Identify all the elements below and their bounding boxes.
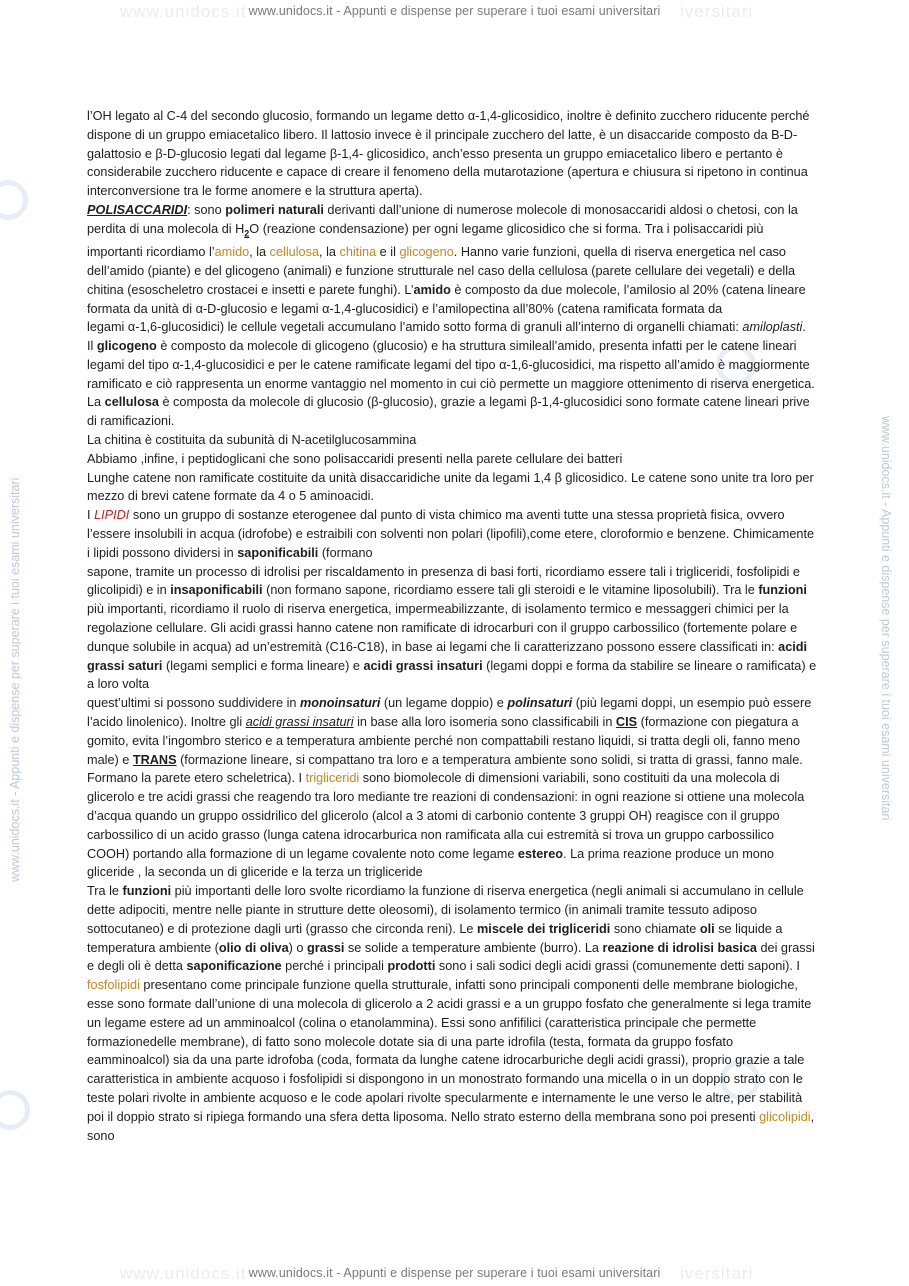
text-run: 2 (244, 228, 250, 239)
text-run: presentano come principale funzione quella strutturale, infatti sono principali componenti delle membrane biologiche, esse sono formate dall’unione di una molecola di glicerolo a 2 acidi grassi e a un gruppo fosfato che generalmente si lega tramite un legame estere ad un amminoalcol (colina o etanolammina). Essi sono anfifilici (caratteristica principale che permette formazionedelle membrane), di fatto sono molecole dotate sia di una parte idrofila (testa, formata da gruppo fosfato eamminoalcol) sia da una parte idrofoba (coda, formata da lunghe catene idrocarburiche degli acidi grassi), proprio grazie a tale caratteristica in ambiente acquoso i fosfolipidi si dispongono in un monostrato formando una micella o in un doppio strato con le teste polari rivolte in ambiente acquoso e le code apolari rivolte specularmente e internamente le une verso le altre, per stabilità poi il doppio strato si ripiega formando una sfera detta liposoma. Nello strato esterno della membrana sono poi presenti (87, 978, 812, 1124)
text-run: monoinsaturi (299, 696, 381, 711)
text-run: , sono (87, 1109, 815, 1143)
text-run: dei grassi e degli oli è detta (87, 940, 815, 974)
text-run: estereo (517, 846, 564, 861)
text-run: olio di oliva (218, 940, 289, 955)
text-run: saponificazione (186, 959, 282, 974)
text-run: glicolipidi (759, 1109, 811, 1124)
text-run: (legami semplici e forma lineare) e (162, 658, 364, 673)
header-ghost-watermark-right: iversitari (680, 2, 754, 21)
text-run: . Hanno varie funzioni, quella di riserva energetica nel caso dell’amido (piante) e del glicogeno (animali) e funzione strutturale nel caso della cellulosa (parete cellulare dei vegetali) e della chitina (esoscheletro crostacei e insetti e parete funghi). L’ (87, 245, 796, 297)
text-run: più importanti delle loro svolte ricordiamo la funzione di riserva energetica (negli animali si accumulano in cellule dette adipociti, mentre nelle piante in strutture dette oleosomi), di isolamento termico (in animali tramite tessuto adiposo sottocutaneo) e di protezione dagli urti (grasso che circonda reni). Le (87, 884, 804, 936)
text-run: fosfolipidi (87, 978, 140, 993)
watermark-logo-icon (0, 180, 28, 220)
text-run: acidi grassi saturi (87, 639, 808, 673)
text-run: sono i sali sodici degli acidi grassi (comunemente detti saponi). I (435, 959, 800, 974)
paragraph (87, 450, 817, 469)
document-body (87, 107, 817, 1145)
text-run: (più legami doppi, un esempio può essere l’acido linolenico). Inoltre gli (87, 696, 812, 730)
paragraph (87, 337, 817, 431)
text-run: derivanti dall’unione di numerose molecole di monosaccaridi aldosi o chetosi, con la perdita di una molecola di H (87, 202, 798, 236)
text-run: CIS (615, 715, 638, 730)
text-run: , la (249, 245, 270, 260)
text-run: quest’ultimi si possono suddividere in (87, 696, 300, 711)
text-run: polinsaturi (507, 696, 573, 711)
text-run: è composto da molecole di glicogeno (glucosio) e ha struttura simileall’amido, presenta infatti per le catene lineari legami del tipo α-1,4-glucosidici e per le catene ramificate legami del tipo α-1,6-glucosidici, ma rispetto all’amido è maggiormente ramificato e ciò rappresenta un enorme vantaggio nel momento in cui ciò permette un maggiore ottenimento di riserva energetica. La (87, 339, 815, 410)
paragraph (87, 882, 817, 1145)
text-run: cellulosa (269, 245, 320, 260)
text-run: (formano (318, 545, 373, 560)
text-run: acidi grassi insaturi (245, 715, 354, 730)
text-run: La chitina è costituita da subunità di N-acetilglucosammina (87, 433, 417, 448)
paragraph (87, 563, 817, 695)
text-run: sono biomolecole di dimensioni variabili, sono costituiti da una molecola di glicerolo e tre acidi grassi che reagendo tra loro mediante tre reazioni di condensazioni: in ogni reazione si ottiene una molecola d’acqua quando un gruppo ossidrilico del glicerolo (alcol a 3 atomi di carbonio contente 3 gruppi OH) reagisce con il gruppo carbossilico di un acido grasso (lunga catena idrocarburica non ramificata alla cui estremità si trova un gruppo carbossilico COOH) portando alla formazione di un legame covalente noto come legame (87, 771, 805, 861)
text-run: polimeri naturali (225, 202, 324, 217)
text-run: se solide a temperature ambiente (burro). La (344, 940, 603, 955)
text-run: Abbiamo ,infine, i peptidoglicani che sono polisaccaridi presenti nella parete cellulare dei batteri (87, 451, 623, 466)
text-run: glicogeno (96, 339, 157, 354)
text-run: LIPIDI (94, 508, 130, 523)
text-run: l’OH legato al C-4 del secondo glucosio, formando un legame detto α-1,4-glicosidico, inoltre è definito zucchero riducente perché dispone di un gruppo emiacetalico libero. Il lattosio invece è il principale zucchero del latte, è un disaccaride composto da B-D-galattosio e β-D-glucosio legati dal legame β-1,4- glicosidico, anch’esso presenta un gruppo emiacetalico libero e pertanto è considerabile zucchero riducente e capace di creare il fenomeno della mutarotazione (apertura e chiusura si ripetono in continua interconversione tra le forme anomere e la struttura aperta). (87, 109, 810, 199)
text-run: (un legame doppio) e (380, 696, 508, 711)
text-run: : sono (187, 202, 226, 217)
text-run: amido (413, 282, 451, 297)
text-run: Lunghe catene non ramificate costituite da unità disaccaridiche unite da legami 1,4 β glicosidico. Le catene sono unite tra loro per mezzo di brevi catene formate da 4 o 5 aminoacidi. (87, 470, 814, 504)
text-run: oli (699, 921, 715, 936)
text-run: saponificabili (237, 545, 319, 560)
text-run: Il (87, 339, 97, 354)
text-run: sapone, tramite un processo di idrolisi per riscaldamento in presenza di basi forti, ricordiamo essere tali i trigliceridi, fosfolipidi e glicolipidi) e in (87, 564, 800, 598)
text-run: (formazione con piegatura a gomito, evita l’ingombro sterico e a temperatura ambiente perché non compattabili restano liquidi, si tratta degli oli, fanno meno male) e (87, 715, 801, 767)
page-header: www.unidocs.it - Appunti e dispense per superare i tuoi esami universitari (248, 4, 661, 18)
text-run: ) o (288, 940, 308, 955)
right-side-watermark: www.unidocs.it - Appunti e dispense per superare i tuoi esami universitari (879, 416, 893, 821)
text-run: TRANS (132, 752, 177, 767)
paragraph (87, 431, 817, 450)
text-run: , la (319, 245, 340, 260)
text-run: sono chiamate (610, 921, 700, 936)
text-run: amiloplasti (742, 320, 803, 335)
text-run: legami α-1,6-glucosidici) le cellule vegetali accumulano l’amido sotto forma di granuli all’interno di organelli chiamati: (87, 320, 743, 335)
text-run: acidi grassi insaturi (363, 658, 483, 673)
text-run: cellulosa (104, 395, 159, 410)
footer-ghost-watermark: www.unidocs.it (120, 1264, 247, 1283)
text-run: amido (214, 245, 250, 260)
paragraph (87, 506, 817, 562)
paragraph (87, 318, 817, 337)
text-run: se liquide a temperatura ambiente ( (87, 921, 783, 955)
text-run: grassi (307, 940, 345, 955)
header-ghost-watermark: www.unidocs.it (120, 2, 247, 21)
text-run: in base alla loro isomeria sono classificabili in (353, 715, 616, 730)
left-side-watermark: www.unidocs.it - Appunti e dispense per superare i tuoi esami universitari (8, 477, 22, 882)
text-run: Tra le (87, 884, 123, 899)
page-footer: www.unidocs.it - Appunti e dispense per superare i tuoi esami universitari (248, 1266, 661, 1280)
paragraph (87, 694, 817, 882)
text-run: reazione di idrolisi basica (602, 940, 757, 955)
watermark-logo-icon (0, 1090, 30, 1130)
text-run: . (802, 320, 806, 335)
text-run: chitina (339, 245, 377, 260)
text-run: (legami doppi e forma da stabilire se lineare o ramificata) e a loro volta (87, 658, 817, 692)
text-run: (non formano sapone, ricordiamo essere tali gli steroidi e le vitamine liposolubili). Tra le (262, 583, 759, 598)
paragraph (87, 107, 817, 201)
text-run: (formazione lineare, si compattano tra loro e a temperatura ambiente sono solidi, si tratta di grassi, fanno male. Formano la parete etero scheletrica). I (87, 752, 803, 786)
text-run: funzioni (758, 583, 807, 598)
text-run: POLISACCARIDI (87, 202, 188, 217)
text-run: prodotti (387, 959, 436, 974)
text-run: I (87, 508, 95, 523)
text-run: sono un gruppo di sostanze eterogenee dal punto di vista chimico ma aventi tutte una stessa proprietà fisica, ovvero l’essere insolubili in acqua (idrofobe) e estraibili con solventi non polari (lipofili),come etere, cloroformio e benzene. Chimicamente i lipidi possono dividersi in (87, 508, 815, 560)
text-run: glicogeno (399, 245, 454, 260)
text-run: e il (376, 245, 400, 260)
paragraph (87, 201, 817, 318)
text-run: è composta da molecole di glucosio (β-glucosio), grazie a legami β-1,4-glucosidici sono formate catene lineari prive di ramificazioni. (87, 395, 810, 429)
text-run: funzioni (122, 884, 172, 899)
text-run: trigliceridi (305, 771, 360, 786)
text-run: . La prima reazione produce un mono gliceride , la seconda un di gliceride e la terza un trigliceride (87, 846, 774, 880)
text-run: O (reazione condensazione) per ogni legame glicosidico che si forma. Tra i polisaccaridi più importanti ricordiamo l’ (87, 221, 764, 260)
text-run: più importanti, ricordiamo il ruolo di riserva energetica, impermeabilizzante, di isolamento termico e messaggeri chimici per la regolazione cellulare. Gli acidi grassi hanno catene non ramificate di idrocarburi con il gruppo carbossilico (fortemente polare e dunque solubile in acqua) ad un’estremità (C16-C18), in base ai legami che li caratterizzano possono essere classificati in: (87, 602, 798, 654)
paragraph (87, 469, 817, 507)
text-run: insaponificabili (170, 583, 263, 598)
footer-ghost-watermark-right: iversitari (680, 1264, 754, 1283)
text-run: perché i principali (281, 959, 388, 974)
text-run: è composto da due molecole, l’amilosio al 20% (catena lineare formata da unità di α-D-glucosio e legami α-1,4-glucosidici) e l’amilopectina all’80% (catena ramificata formata da (87, 282, 806, 316)
text-run: miscele dei trigliceridi (477, 921, 611, 936)
